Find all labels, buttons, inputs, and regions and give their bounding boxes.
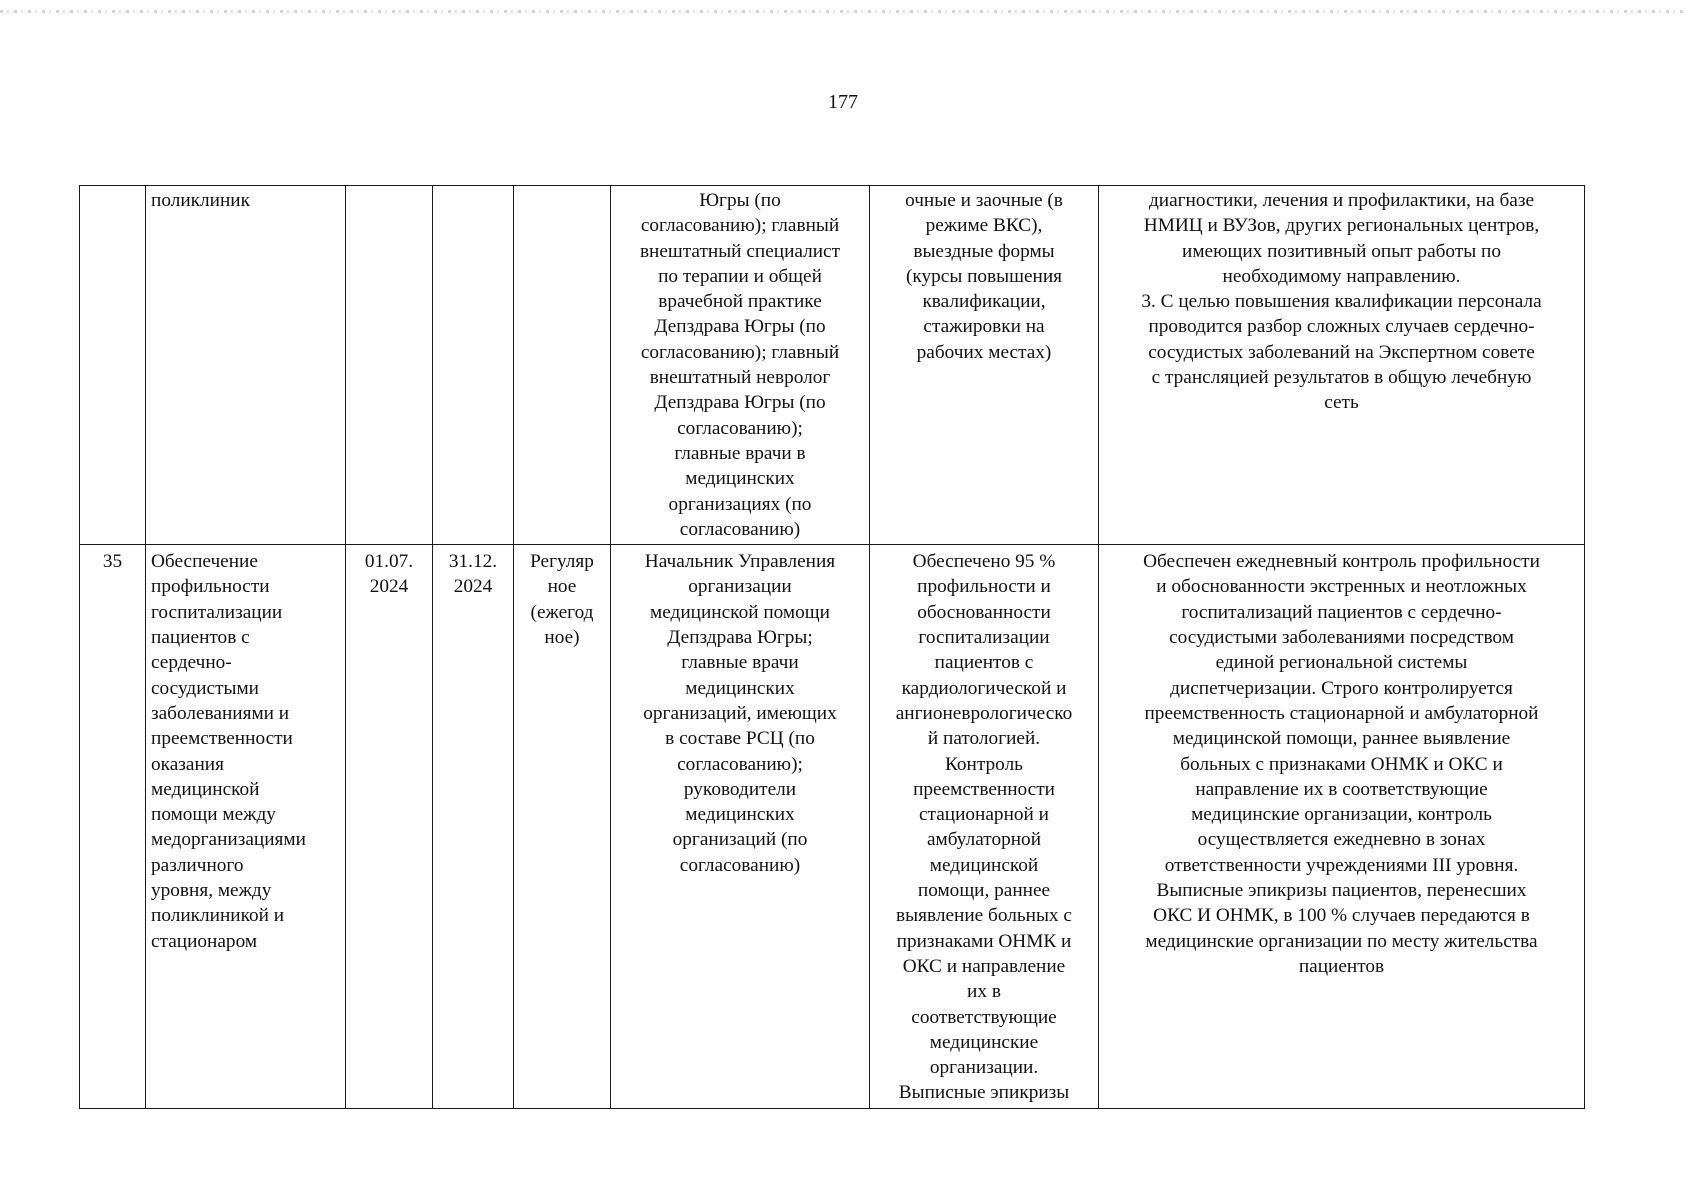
text-line: ное (547, 576, 577, 598)
text-line: 01.07. (364, 551, 414, 573)
text-line: ОКС и направление (902, 955, 1066, 977)
text-line: медицинских (685, 468, 795, 490)
text-line: преемственности (913, 778, 1055, 800)
text-line: Регуляр (530, 551, 594, 573)
text-line: единой региональной системы (1215, 652, 1468, 674)
cell-start-date (346, 186, 433, 545)
table-row-continued (80, 186, 1585, 545)
text-line: заболеваниями и (151, 702, 290, 724)
text-line: согласованию); (677, 753, 803, 775)
cell-responsible (611, 186, 870, 545)
text-line: организации (688, 576, 792, 598)
text-line: направление их в соответствующие (1195, 778, 1488, 800)
text-line: согласованию); главный (640, 215, 840, 237)
cell-number (80, 186, 146, 545)
cell-description (1099, 186, 1585, 545)
text-line: организациях (по (668, 493, 812, 515)
text-line: сосудистыми (151, 677, 259, 699)
text-line: сосудистых заболеваний на Экспертном совете (1148, 341, 1535, 363)
text-line: медорганизациями (151, 829, 306, 851)
text-line: имеющих позитивный опыт работы по (1182, 240, 1501, 262)
text-line: сеть (1324, 392, 1359, 414)
text-line: согласованию); главный (640, 341, 840, 363)
text-line: Депздрава Югры; (667, 627, 813, 649)
text-line: госпитализации (918, 627, 1050, 649)
text-line: й патологией. (927, 728, 1041, 750)
text-line: Начальник Управления (644, 551, 836, 573)
text-line: внештатный специалист (639, 240, 841, 262)
text-line: главные врачи (681, 652, 799, 674)
text-line: и обоснованности экстренных и неотложных (1156, 576, 1527, 598)
cell-event (146, 545, 346, 1109)
text-line: врачебной практике (658, 291, 822, 313)
text-line: 3. С целью повышения квалификации персонала (1141, 291, 1542, 313)
text-line: медицинских (685, 804, 795, 826)
text-line: стационаром (151, 930, 258, 952)
text-line: необходимому направлению. (1222, 265, 1461, 287)
text-line: их в (967, 981, 1001, 1003)
text-line: медицинских (685, 677, 795, 699)
text-line: сердечно- (151, 652, 232, 674)
text-line: медицинской (151, 778, 260, 800)
text-line: выявление больных с (896, 905, 1072, 927)
cell-responsible (611, 545, 870, 1109)
text-line: поликлиникой и (151, 905, 285, 927)
text-line: организаций, имеющих (643, 702, 837, 724)
text-line: согласованию); (677, 417, 803, 439)
scan-edge-artifact (0, 10, 1686, 13)
text-line: внештатный невролог (649, 367, 831, 389)
text-line: оказания (151, 753, 224, 775)
text-line: с трансляцией результатов в общую лечебную (1151, 367, 1532, 389)
cell-start-date (346, 545, 433, 1109)
text-line: 2024 (453, 576, 493, 598)
text-line: преемственности (151, 728, 293, 750)
text-line: помощи, раннее (917, 880, 1051, 902)
text-line: Контроль (945, 753, 1023, 775)
text-line: медицинские организации по месту жительства (1145, 930, 1538, 952)
text-line: медицинские организации, контроль (1191, 804, 1492, 826)
text-line: согласованию) (679, 854, 801, 876)
text-line: пациентов с (151, 627, 250, 649)
text-line: организаций (по (672, 829, 808, 851)
table-row-35 (80, 545, 1585, 1109)
text-line: ное) (544, 627, 580, 649)
plan-table (79, 185, 1585, 1109)
text-line: госпитализаций пациентов с сердечно- (1181, 601, 1502, 623)
text-line: Выписные эпикризы пациентов, перенесших (1156, 880, 1527, 902)
text-line: диспетчеризации. Строго контролируется (1170, 677, 1513, 699)
text-line: медицинской помощи, раннее выявление (1172, 728, 1511, 750)
text-line: Югры (по (699, 190, 781, 211)
text-line: ответственности учреждениями III уровня. (1164, 854, 1519, 876)
cell-frequency (514, 545, 611, 1109)
text-line: 2024 (369, 576, 409, 598)
text-line: стационарной и (919, 804, 1049, 826)
text-line: рабочих местах) (916, 341, 1052, 363)
cell-end-date (433, 186, 514, 545)
text-line: медицинской помощи (650, 601, 830, 623)
text-line: обоснованности (917, 601, 1051, 623)
cell-description (1099, 545, 1585, 1109)
text-line: различного (151, 854, 244, 876)
cell-event: поликлиник (146, 186, 346, 545)
text-line: Обеспечен ежедневный контроль профильности (1143, 551, 1540, 573)
text-line: пациентов (1298, 955, 1385, 977)
text-line: (курсы повышения (905, 265, 1063, 287)
text-line: проводится разбор сложных случаев сердечно- (1148, 316, 1535, 338)
text-line: Депздрава Югры (по (654, 316, 826, 338)
text-line: Обеспечено 95 % (912, 551, 1056, 573)
text-line: осуществляется ежедневно в зонах (1197, 829, 1486, 851)
cell-result (870, 545, 1099, 1109)
text-line: (ежегод (530, 601, 594, 623)
text-line: главные врачи в (674, 442, 806, 464)
text-line: кардиологической и (901, 677, 1067, 699)
text-line: НМИЦ и ВУЗов, других региональных центров, (1143, 215, 1540, 237)
text-line: больных с признаками ОНМК и ОКС и (1180, 753, 1503, 775)
text-line: признаками ОНМК и (896, 930, 1072, 952)
cell-end-date (433, 545, 514, 1109)
page-number: 177 (828, 91, 858, 113)
text-line: профильности и (917, 576, 1051, 598)
text-line: 31.12. (448, 551, 498, 573)
text-line: диагностики, лечения и профилактики, на базе (1148, 190, 1535, 211)
text-line: преемственность стационарной и амбулаторной (1144, 702, 1539, 724)
text-line: пациентов с (934, 652, 1034, 674)
text-line: организации. (929, 1057, 1039, 1079)
text-line: Обеспечение (151, 551, 258, 573)
text-line: режиме ВКС), (925, 215, 1043, 237)
text-line: профильности (151, 576, 270, 598)
text-line: медицинской (929, 854, 1039, 876)
text-line: квалификации, (922, 291, 1046, 313)
text-line: стажировки на (923, 316, 1045, 338)
text-line: ОКС И ОНМК, в 100 % случаев передаются в (1153, 905, 1530, 927)
text-line: согласованию) (679, 518, 801, 540)
text-line: в составе РСЦ (по (665, 728, 815, 750)
text-line: Выписные эпикризы (898, 1082, 1070, 1104)
text-line: ангионеврологическо (895, 702, 1073, 724)
text-line: амбулаторной (926, 829, 1042, 851)
text-line: сосудистыми заболеваниями посредством (1169, 627, 1514, 649)
text-line: медицинские (929, 1031, 1039, 1053)
cell-frequency (514, 186, 611, 545)
text-line: по терапии и общей (658, 265, 822, 287)
text-line: помощи между (151, 804, 276, 826)
text-line: уровня, между (151, 880, 272, 902)
text-line: руководители (683, 778, 797, 800)
text-line: Депздрава Югры (по (654, 392, 826, 414)
text-line: соответствующие (911, 1006, 1057, 1028)
text-line: выездные формы (913, 240, 1055, 262)
text-line: очные и заочные (в (905, 190, 1063, 211)
text-line: госпитализации (151, 601, 283, 623)
cell-number: 35 (80, 545, 146, 1109)
cell-result (870, 186, 1099, 545)
